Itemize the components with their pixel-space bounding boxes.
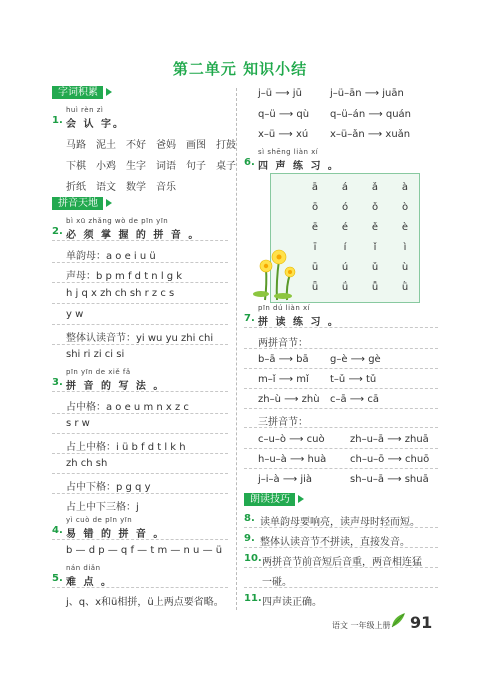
word: 句子: [186, 161, 206, 172]
pinyin-practice: h–u–à ⟶ huà: [258, 454, 327, 465]
divider: [244, 368, 438, 369]
divider: [52, 282, 228, 283]
tone: ē: [311, 222, 319, 233]
q2-title: 必 须 掌 握 的 拼 音 。: [66, 230, 201, 241]
pinyin-rule: j–ü–ān ⟶ juān: [330, 88, 404, 99]
divider: [244, 468, 438, 469]
tone: ǒ: [371, 202, 379, 213]
q4-pinyin: yì cuò de pīn yīn: [66, 516, 133, 524]
q6-number: 6.: [244, 157, 255, 168]
q5-pinyin: nán diǎn: [66, 564, 101, 572]
section-ciyu: 字词积累: [52, 86, 103, 99]
word: 打鼓: [216, 140, 236, 151]
divider: [52, 539, 228, 540]
tip-text: 读单韵母要响亮，读声母时轻而短。: [260, 517, 420, 528]
tone: ǘ: [341, 282, 349, 293]
divider: [244, 587, 438, 588]
word: 生字: [126, 161, 146, 172]
q1-number: 1.: [52, 115, 63, 126]
tip-text: 两拼音节前音短后音重，两音相连猛: [262, 557, 422, 568]
q2-line: shi ri zi ci si: [66, 349, 125, 360]
q3-title: 拼 音 的 写 法 。: [66, 381, 166, 392]
tip-number: 10.: [244, 553, 262, 564]
pinyin-rule: x–ü–ǎn ⟶ xuǎn: [330, 129, 411, 140]
tip-text: 四声读正确。: [262, 597, 322, 608]
word: 折纸: [66, 182, 86, 193]
divider: [244, 448, 438, 449]
pinyin-rule: q–ü ⟶ qù: [258, 109, 310, 120]
divider: [52, 473, 228, 474]
q5-title: 难 点 。: [66, 577, 113, 588]
pinyin-practice: c–u–ò ⟶ cuò: [258, 434, 325, 445]
footer-label: 语文 一年级上册: [332, 621, 391, 630]
page-number: 91: [410, 613, 433, 632]
word: 语文: [96, 182, 116, 193]
pinyin-rule: x–ü ⟶ xú: [258, 129, 309, 140]
q2-line: 单韵母：a o e i u ü: [66, 251, 156, 262]
q2-line: 声母：b p m f d t n l g k: [66, 271, 183, 282]
q3-pinyin: pīn yīn de xiě fǎ: [66, 368, 131, 376]
tone: ā: [311, 182, 319, 193]
tip-number: 11.: [244, 593, 262, 604]
q3-line: 占上中格：i ü b f d t l k h: [66, 442, 186, 453]
tone: ǖ: [311, 282, 319, 293]
section-pinyin: 拼音天地: [52, 197, 103, 210]
q4-title: 易 错 的 拼 音 。: [66, 529, 166, 540]
tone: ù: [401, 262, 409, 273]
pinyin-practice: sh–u–ā ⟶ shuā: [350, 474, 429, 485]
word: 小鸡: [96, 161, 116, 172]
q2-line: h j q x zh ch sh r z c s: [66, 288, 175, 299]
tone: ǜ: [401, 282, 409, 293]
q2-line: 整体认读音节：yi wu yu zhi chi: [66, 333, 214, 344]
q2-number: 2.: [52, 226, 63, 237]
tip-text: 整体认读音节不拼读，直接发音。: [260, 537, 410, 548]
q2-pinyin: bì xū zhǎng wò de pīn yīn: [66, 217, 169, 225]
tone: é: [341, 222, 349, 233]
divider: [244, 567, 438, 568]
divider: [52, 344, 228, 345]
divider: [244, 547, 438, 548]
divider: [52, 324, 228, 325]
divider: [244, 408, 438, 409]
q1-pinyin: huì rèn zì: [66, 106, 104, 114]
tone: ǐ: [373, 242, 377, 253]
word: 音乐: [156, 182, 176, 193]
q7-pinyin: pīn dú liàn xí: [258, 304, 311, 312]
divider: [52, 303, 228, 304]
flower-illustration: [253, 244, 299, 302]
q5-line: j、q、x和ü相拼，ü上两点要省略。: [66, 597, 224, 608]
pinyin-practice: m–ǐ ⟶ mǐ: [258, 374, 309, 385]
pinyin-practice: c–ā ⟶ cā: [330, 394, 379, 405]
divider: [52, 453, 228, 454]
q3-number: 3.: [52, 377, 63, 388]
q4-line: b — d p — q f — t m — n u — ü: [66, 545, 223, 556]
tone: ò: [401, 202, 409, 213]
divider: [244, 348, 438, 349]
pinyin-practice: b–ā ⟶ bā: [258, 354, 309, 365]
q3-line: 占中下格：p g q y: [66, 482, 151, 493]
tone: è: [401, 222, 409, 233]
pinyin-rule: q–ü–án ⟶ quán: [330, 109, 411, 120]
divider: [244, 427, 438, 428]
pinyin-practice: zh–ù ⟶ zhù: [258, 394, 320, 405]
tone: ǎ: [371, 182, 379, 193]
page-title: 第二单元 知识小结: [172, 60, 308, 78]
q7-subtitle: 两拼音节：: [258, 338, 308, 349]
pinyin-practice: ch–u–ō ⟶ chuō: [350, 454, 430, 465]
divider: [52, 413, 228, 414]
divider: [52, 262, 228, 263]
word: 桌子: [216, 161, 236, 172]
pinyin-practice: t–ǔ ⟶ tǔ: [330, 374, 377, 385]
q2-line: y w: [66, 309, 84, 320]
divider: [244, 527, 438, 528]
q3-line: s r w: [66, 418, 90, 429]
divider: [52, 493, 228, 494]
word: 词语: [156, 161, 176, 172]
word: 下棋: [66, 161, 86, 172]
tone: ō: [311, 202, 319, 213]
q3-line: zh ch sh: [66, 458, 108, 469]
q6-title: 四 声 练 习 。: [258, 161, 340, 172]
tone: ī: [313, 242, 317, 253]
tip-number: 9.: [244, 533, 255, 544]
word: 数学: [126, 182, 146, 193]
divider: [244, 327, 438, 328]
pinyin-rule: j–ü ⟶ jū: [258, 88, 302, 99]
q3-line: 占上中下三格：j: [66, 502, 139, 513]
word: 泥土: [96, 140, 116, 151]
tone: á: [341, 182, 349, 193]
leaf-icon: [390, 611, 408, 629]
word: 画图: [186, 140, 206, 151]
tone: ǚ: [371, 282, 379, 293]
q5-number: 5.: [52, 573, 63, 584]
q7-subtitle: 三拼音节：: [258, 417, 308, 428]
q3-line: 占中格：a o e u m n x z c: [66, 402, 189, 413]
divider: [52, 433, 228, 434]
divider: [52, 391, 228, 392]
word: 马路: [66, 140, 86, 151]
divider: [52, 240, 228, 241]
divider: [244, 388, 438, 389]
column-divider: [236, 88, 237, 610]
q7-number: 7.: [244, 313, 255, 324]
tone: ì: [403, 242, 407, 253]
word: 爸妈: [156, 140, 176, 151]
q1-title: 会 认 字。: [66, 119, 125, 130]
section-langdu: 朗读技巧: [244, 493, 295, 506]
pinyin-practice: j–i–à ⟶ jià: [258, 474, 313, 485]
divider: [52, 587, 228, 588]
q4-number: 4.: [52, 525, 63, 536]
q6-pinyin: sì shēng liàn xí: [258, 148, 319, 156]
tone: ě: [371, 222, 379, 233]
tone: à: [401, 182, 409, 193]
pinyin-practice: g–è ⟶ gè: [330, 354, 381, 365]
tip-number: 8.: [244, 513, 255, 524]
tone: í: [343, 242, 347, 253]
tip-text-continued: 一碰。: [262, 577, 292, 588]
pinyin-practice: zh–u–ā ⟶ zhuā: [350, 434, 429, 445]
tone: ū: [311, 262, 319, 273]
word: 不好: [126, 140, 146, 151]
q7-title: 拼 读 练 习 。: [258, 317, 340, 328]
tone: ú: [341, 262, 349, 273]
tone: ǔ: [371, 262, 379, 273]
tone: ó: [341, 202, 349, 213]
